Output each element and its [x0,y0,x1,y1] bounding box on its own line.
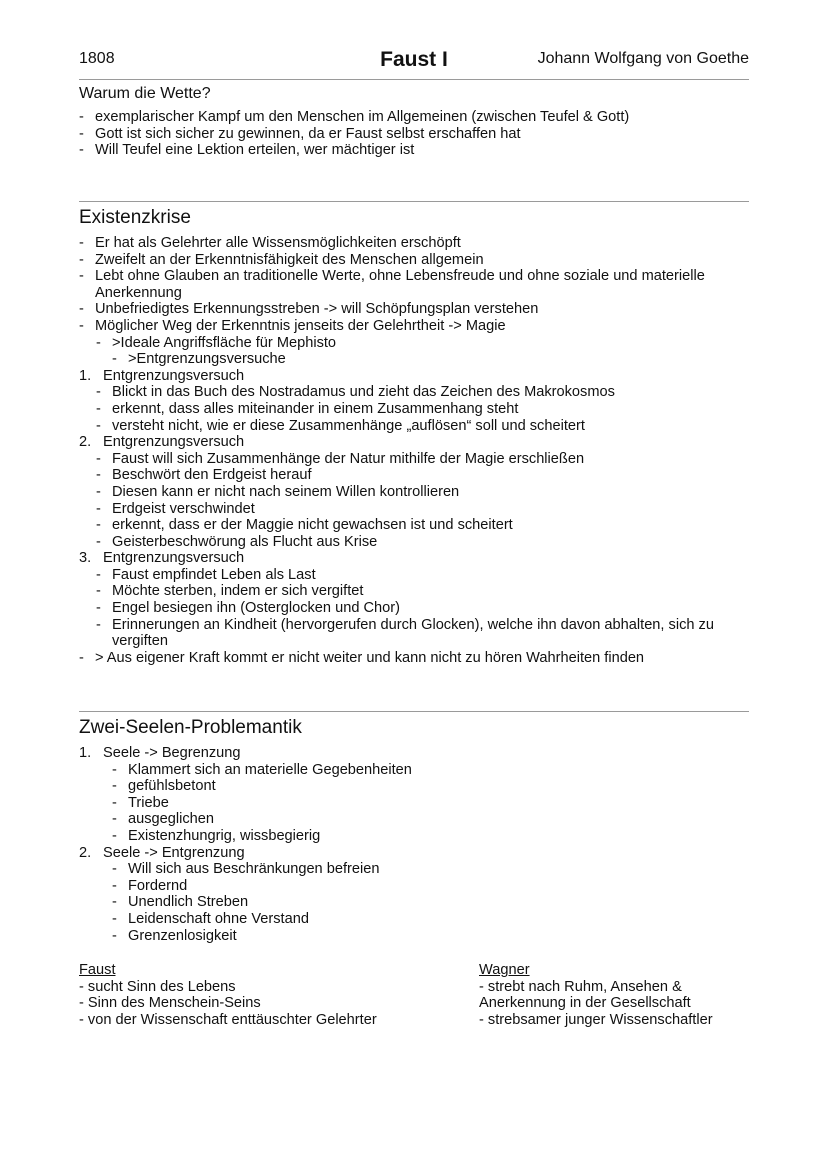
wagner-line: - strebt nach Ruhm, Ansehen & [479,978,682,995]
list-item: - Geisterbeschwörung als Flucht aus Krise [96,533,378,550]
list-item: - Faust will sich Zusammenhänge der Natur mithilfe der Magie erschließen [96,450,585,467]
list-item: - Zweifelt an der Erkenntnisfähigkeit des Menschen allgemein [79,251,484,268]
list-item: - Diesen kann er nicht nach seinem Willen kontrollieren [96,483,460,500]
section-heading-seelen: Zwei-Seelen-Problemantik [79,717,302,738]
section-heading-wette: Warum die Wette? [79,85,211,102]
page-title: Faust I [380,48,448,71]
list-item: - Grenzenlosigkeit [112,927,237,944]
list-item: - >Ideale Angriffsfläche für Mephisto [96,334,337,351]
list-item: - Erinnerungen an Kindheit (hervorgerufen durch Glocken), welche ihn davon abhalten, sich zu vergiften [96,616,714,650]
list-item: - Leidenschaft ohne Verstand [112,910,309,927]
wagner-column [479,962,749,1028]
wette-list [79,109,759,159]
list-item: - Engel besiegen ihn (Osterglocken und Chor) [96,600,400,617]
section-heading-existenzkrise: Existenzkrise [79,207,191,228]
list-item: 1. Entgrenzungsversuch [79,367,245,384]
list-item: - Will sich aus Beschränkungen befreien [112,861,380,878]
section-divider [79,711,749,712]
list-item: - Fordernd [112,877,188,894]
list-item: 2. Entgrenzungsversuch [79,434,245,451]
existenzkrise-list [79,235,749,666]
list-item: - Existenzhungrig, wissbegierig [112,827,321,844]
list-item: - exemplarischer Kampf um den Menschen im Allgemeinen (zwischen Teufel & Gott) [79,109,630,125]
list-item: 3. Entgrenzungsversuch [79,550,245,567]
faust-line: - Sinn des Menschein-Seins [79,995,261,1012]
list-item: 2. Seele -> Entgrenzung [79,844,245,861]
list-item: - Möchte sterben, indem er sich vergiftet [96,583,364,600]
list-item: - Unendlich Streben [112,894,249,911]
header-author: Johann Wolfgang von Goethe [537,50,749,67]
wagner-line: Anerkennung in der Gesellschaft [479,995,691,1012]
list-item: - Erdgeist verschwindet [96,500,255,517]
list-item: - Triebe [112,794,169,811]
list-item: - Möglicher Weg der Erkenntnis jenseits der Gelehrtheit -> Magie [79,317,506,334]
list-item: - Er hat als Gelehrter alle Wissensmöglichkeiten erschöpft [79,235,461,251]
list-item: - Unbefriedigtes Erkennungsstreben -> will Schöpfungsplan verstehen [79,301,539,318]
header-year: 1808 [79,50,115,67]
section-divider [79,201,749,202]
list-item: - Beschwört den Erdgeist herauf [96,467,312,484]
list-item: - Blickt in das Buch des Nostradamus und zieht das Zeichen des Makrokosmos [96,384,615,401]
list-item: 1. Seele -> Begrenzung [79,745,241,761]
list-item: - Lebt ohne Glauben an traditionelle Werte, ohne Lebensfreude und ohne soziale und materielle Anerkennung [79,268,705,301]
list-item: - gefühlsbetont [112,778,216,795]
header-divider [79,79,749,80]
list-item: - Faust empfindet Leben als Last [96,566,316,583]
list-item: - >Entgrenzungsversuche [112,351,286,368]
list-item: - > Aus eigener Kraft kommt er nicht weiter und kann nicht zu hören Wahrheiten finden [79,649,645,666]
faust-line: - sucht Sinn des Lebens [79,978,236,995]
list-item: - Gott ist sich sicher zu gewinnen, da er Faust selbst erschaffen hat [79,125,521,142]
wagner-line: - strebsamer junger Wissenschaftler [479,1011,713,1028]
list-item: - erkennt, dass er der Maggie nicht gewachsen ist und scheitert [96,517,513,534]
wagner-title: Wagner [479,962,530,978]
list-item: - erkennt, dass alles miteinander in einem Zusammenhang steht [96,400,519,417]
page-header [79,50,749,78]
faust-column [79,962,459,1028]
list-item: - versteht nicht, wie er diese Zusammenhänge „auflösen“ soll und scheitert [96,417,585,434]
seelen-list [79,745,759,944]
faust-title: Faust [79,962,116,978]
list-item: - Will Teufel eine Lektion erteilen, wer mächtiger ist [79,142,415,159]
faust-line: - von der Wissenschaft enttäuschter Gelehrter [79,1011,377,1028]
list-item: - Klammert sich an materielle Gegebenheiten [112,761,412,778]
list-item: - ausgeglichen [112,811,215,828]
